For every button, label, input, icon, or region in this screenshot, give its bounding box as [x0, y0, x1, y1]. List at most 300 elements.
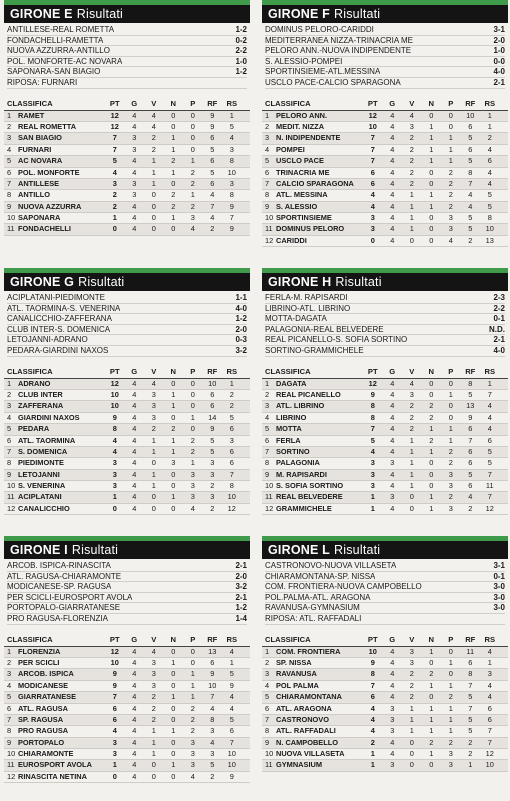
losses: 0	[190, 121, 195, 131]
position: 7	[265, 178, 270, 188]
team-name: REAL PICANELLO	[276, 389, 341, 399]
result-row	[7, 46, 247, 57]
goals-against: 4	[487, 412, 492, 422]
goals-against: 4	[229, 692, 234, 702]
points: 3	[112, 178, 117, 188]
match-name: REAL PICANELLO-S. SOFIA SORTINO	[265, 335, 408, 345]
position: 2	[265, 121, 270, 131]
played: 4	[132, 481, 137, 491]
goals-for: 6	[210, 178, 215, 188]
losses: 3	[190, 469, 195, 479]
goals-against: 4	[487, 680, 492, 690]
points: 9	[112, 669, 117, 679]
team-cell	[7, 379, 105, 389]
goals-for: 6	[210, 657, 215, 667]
points: 3	[112, 469, 117, 479]
losses: 0	[190, 646, 195, 656]
column-header: RS	[484, 634, 496, 644]
standings-row	[262, 749, 508, 760]
team-name: SP. RAGUSA	[18, 714, 64, 724]
wins: 0	[409, 749, 414, 759]
team-cell	[7, 111, 105, 121]
draws: 0	[171, 178, 176, 188]
team-name: GYMNASIUM	[276, 760, 322, 770]
draws: 1	[429, 424, 434, 434]
goals-against: 13	[485, 235, 494, 245]
wins: 2	[151, 714, 156, 724]
points: 3	[370, 481, 375, 491]
played: 4	[132, 680, 137, 690]
played: 4	[390, 156, 395, 166]
team-cell	[265, 749, 363, 759]
column-header: N	[428, 98, 434, 108]
draws: 1	[429, 144, 434, 154]
match-score: 1-2	[235, 25, 247, 34]
column-header: CLASSIFICA	[265, 366, 311, 376]
wins: 1	[151, 435, 156, 445]
played: 4	[390, 389, 395, 399]
position: 6	[7, 703, 12, 713]
team-name: CARIDDI	[276, 235, 307, 245]
standings-row	[4, 224, 250, 235]
team-cell	[7, 726, 105, 736]
team-cell	[265, 458, 363, 468]
goals-for: 6	[468, 458, 473, 468]
standings-row	[262, 715, 508, 726]
goals-for: 6	[468, 121, 473, 131]
points: 9	[112, 680, 117, 690]
goals-against: 4	[487, 646, 492, 656]
team-cell	[7, 481, 105, 491]
losses: 3	[190, 481, 195, 491]
goals-against: 9	[229, 771, 234, 781]
played: 4	[132, 458, 137, 468]
column-header: RS	[226, 634, 238, 644]
goals-for: 7	[468, 703, 473, 713]
losses: 4	[190, 771, 195, 781]
match-name: MOTTA-DAGATA	[265, 314, 327, 324]
draws: 1	[429, 503, 434, 513]
team-name: EUROSPORT AVOLA	[18, 760, 92, 770]
team-cell	[7, 145, 105, 155]
position: 4	[265, 412, 270, 422]
points: 3	[370, 469, 375, 479]
result-row	[265, 582, 505, 593]
goals-against: 6	[229, 424, 234, 434]
match-name: POL. MONFORTE-AC NOVARA	[7, 56, 123, 66]
wins: 2	[151, 144, 156, 154]
result-row	[265, 293, 505, 304]
losses: 0	[190, 133, 195, 143]
team-name: CLUB INTER	[18, 389, 63, 399]
standings-row	[4, 504, 250, 515]
team-name: RAMET	[18, 110, 45, 120]
goals-against: 9	[229, 224, 234, 234]
draws: 1	[429, 446, 434, 456]
played: 3	[390, 492, 395, 502]
team-name: S. DOMENICA	[18, 446, 68, 456]
points: 7	[112, 144, 117, 154]
played: 4	[132, 435, 137, 445]
goals-against: 10	[227, 167, 236, 177]
played: 4	[390, 737, 395, 747]
column-header: N	[170, 634, 176, 644]
wins: 0	[151, 213, 156, 223]
losses: 1	[190, 190, 195, 200]
team-cell	[265, 145, 363, 155]
goals-against: 4	[487, 401, 492, 411]
standings-row	[4, 749, 250, 760]
draws: 0	[171, 680, 176, 690]
goals-for: 2	[210, 771, 215, 781]
column-header: G	[131, 98, 138, 108]
team-cell	[7, 213, 105, 223]
team-name: FERLA	[276, 435, 301, 445]
standings-row	[4, 424, 250, 435]
team-name: SAN BIAGIO	[18, 133, 62, 143]
match-name: CHIARAMONTANA-SP. NISSA	[265, 571, 376, 581]
draws: 0	[171, 771, 176, 781]
team-name: MOTTA	[276, 424, 302, 434]
position: 11	[265, 492, 273, 502]
team-name: RINASCITA NETINA	[18, 771, 87, 781]
standings-row	[262, 156, 508, 167]
played: 4	[132, 760, 137, 770]
draws: 0	[171, 714, 176, 724]
match-score: 0-1	[493, 571, 505, 581]
played: 4	[132, 703, 137, 713]
match-name: DOMINUS PELORO-CARIDDI	[265, 25, 374, 34]
team-cell	[7, 202, 105, 212]
played: 3	[390, 458, 395, 468]
losses: 2	[448, 201, 453, 211]
column-header: CLASSIFICA	[7, 634, 53, 644]
result-row	[265, 46, 505, 57]
team-cell	[265, 492, 363, 502]
standings-row	[262, 190, 508, 201]
goals-for: 7	[468, 680, 473, 690]
team-name: NUOVA AZZURRA	[18, 201, 82, 211]
goals-for: 2	[210, 503, 215, 513]
team-name: S. VENERINA	[18, 481, 66, 491]
goals-against: 1	[487, 378, 492, 388]
points: 2	[370, 737, 375, 747]
losses: 1	[448, 714, 453, 724]
standings-row	[4, 190, 250, 201]
played: 3	[390, 714, 395, 724]
team-cell	[265, 436, 363, 446]
match-name: MODICANESE-SP. RAGUSA	[7, 582, 112, 592]
goals-for: 8	[468, 669, 473, 679]
team-name: CHIARAMONTE	[18, 749, 74, 759]
team-name: SAPONARA	[18, 213, 61, 223]
position: 1	[265, 110, 270, 120]
team-cell	[7, 715, 105, 725]
result-row	[265, 314, 505, 325]
draws: 1	[429, 190, 434, 200]
wins: 1	[409, 458, 414, 468]
results-list	[262, 23, 508, 89]
team-cell	[265, 390, 363, 400]
losses: 4	[190, 503, 195, 513]
wins: 3	[151, 657, 156, 667]
standings-row	[4, 133, 250, 144]
draws: 0	[429, 760, 434, 770]
goals-for: 3	[210, 469, 215, 479]
played: 4	[132, 424, 137, 434]
column-header: V	[151, 634, 157, 644]
played: 4	[390, 190, 395, 200]
match-score: 2-1	[235, 561, 247, 570]
team-name: REAL ROMETTA	[18, 121, 77, 131]
match-name: MEDITERRANEA NIZZA-TRINACRIA ME	[265, 35, 414, 45]
draws: 0	[429, 167, 434, 177]
losses: 0	[190, 378, 195, 388]
losses: 0	[448, 401, 453, 411]
points: 8	[370, 401, 375, 411]
goals-for: 5	[468, 714, 473, 724]
column-header: V	[409, 366, 415, 376]
group-header	[4, 5, 250, 23]
goals-for: 4	[210, 213, 215, 223]
goals-for: 6	[468, 657, 473, 667]
team-cell	[265, 681, 363, 691]
standings-row	[262, 145, 508, 156]
result-row	[265, 561, 505, 572]
goals-for: 3	[210, 749, 215, 759]
column-header: CLASSIFICA	[7, 366, 53, 376]
played: 3	[132, 190, 137, 200]
standings-row	[4, 692, 250, 703]
standings-table	[262, 647, 508, 772]
goals-against: 2	[229, 389, 234, 399]
goals-against: 8	[229, 190, 234, 200]
goals-for: 2	[210, 481, 215, 491]
losses: 3	[190, 760, 195, 770]
wins: 2	[409, 167, 414, 177]
column-header: N	[170, 98, 176, 108]
wins: 2	[151, 703, 156, 713]
goals-against: 1	[229, 110, 234, 120]
goals-against: 12	[485, 503, 494, 513]
team-name: N. INDIPENDENTE	[276, 133, 341, 143]
standings-row	[262, 447, 508, 458]
draws: 0	[171, 646, 176, 656]
column-header: G	[389, 366, 396, 376]
losses: 2	[190, 446, 195, 456]
goals-for: 1	[468, 760, 473, 770]
goals-against: 3	[229, 178, 234, 188]
position: 4	[7, 412, 12, 422]
goals-for: 5	[468, 133, 473, 143]
played: 4	[390, 680, 395, 690]
standings-table	[4, 379, 250, 516]
team-cell	[265, 647, 363, 657]
result-row	[7, 314, 247, 325]
match-score: 1-4	[235, 613, 247, 623]
standings-row	[4, 681, 250, 692]
points: 4	[112, 435, 117, 445]
draws: 0	[171, 669, 176, 679]
goals-against: 4	[229, 703, 234, 713]
played: 4	[390, 201, 395, 211]
losses: 3	[448, 469, 453, 479]
standings-row	[262, 669, 508, 680]
column-header: RS	[226, 366, 238, 376]
team-cell	[265, 133, 363, 143]
group-name: GIRONE L	[268, 543, 331, 557]
points: 3	[370, 458, 375, 468]
position: 4	[265, 680, 270, 690]
position: 3	[265, 133, 270, 143]
wins: 1	[409, 435, 414, 445]
standings-table	[4, 111, 250, 236]
wins: 1	[151, 481, 156, 491]
played: 3	[132, 178, 137, 188]
goals-against: 8	[229, 481, 234, 491]
position: 6	[7, 435, 12, 445]
results-list	[4, 23, 250, 89]
wins: 4	[151, 378, 156, 388]
group-i-panel	[4, 536, 250, 801]
played: 4	[390, 167, 395, 177]
played: 4	[390, 669, 395, 679]
standings-row	[4, 436, 250, 447]
position: 10	[265, 749, 274, 759]
draws: 2	[429, 435, 434, 445]
played: 3	[132, 133, 137, 143]
position: 3	[265, 401, 270, 411]
team-name: ZAFFERANA	[18, 401, 64, 411]
result-row	[7, 67, 247, 78]
result-row	[265, 57, 505, 68]
match-name: POL.PALMA-ATL. ARAGONA	[265, 592, 371, 602]
losses: 0	[448, 121, 453, 131]
standings-row	[262, 111, 508, 122]
standings-row	[4, 390, 250, 401]
standings-header	[4, 634, 250, 647]
wins: 0	[151, 760, 156, 770]
goals-for: 6	[210, 156, 215, 166]
goals-against: 6	[229, 446, 234, 456]
column-header: RF	[465, 366, 476, 376]
column-header: RF	[207, 634, 218, 644]
match-name: CANALICCHIO-ZAFFERANA	[7, 314, 112, 324]
draws: 0	[171, 110, 176, 120]
position: 3	[7, 401, 12, 411]
position: 3	[7, 669, 12, 679]
goals-for: 2	[468, 749, 473, 759]
standings-table	[262, 379, 508, 516]
column-header: N	[170, 366, 176, 376]
standings-row	[4, 704, 250, 715]
played: 4	[132, 167, 137, 177]
wins: 1	[409, 213, 414, 223]
results-list	[4, 559, 250, 625]
goals-against: 5	[229, 714, 234, 724]
standings-row	[262, 379, 508, 390]
points: 6	[370, 167, 375, 177]
standings-header	[262, 634, 508, 647]
goals-for: 5	[468, 692, 473, 702]
team-name: PER SCICLI	[18, 657, 60, 667]
wins: 2	[151, 424, 156, 434]
team-name: LIBRINO	[276, 412, 307, 422]
standings-row	[4, 726, 250, 737]
losses: 1	[190, 669, 195, 679]
draws: 2	[171, 201, 176, 211]
goals-for: 2	[210, 224, 215, 234]
losses: 2	[190, 167, 195, 177]
column-header: PT	[109, 634, 120, 644]
team-name: CALCIO SPARAGONA	[276, 178, 354, 188]
wins: 0	[151, 458, 156, 468]
team-name: FONDACHELLI	[18, 224, 71, 234]
draws: 0	[171, 737, 176, 747]
team-cell	[7, 772, 105, 782]
draws: 0	[171, 412, 176, 422]
goals-against: 5	[229, 412, 234, 422]
points: 7	[370, 424, 375, 434]
position: 1	[7, 378, 12, 388]
team-name: CHIARAMONTANA	[276, 692, 342, 702]
points: 10	[110, 401, 119, 411]
goals-against: 12	[227, 503, 236, 513]
standings-row	[4, 202, 250, 213]
points: 1	[370, 760, 375, 770]
points: 10	[368, 121, 377, 131]
match-score: 4-0	[493, 67, 505, 77]
draws: 1	[171, 760, 176, 770]
goals-against: 6	[487, 714, 492, 724]
column-header: PT	[367, 98, 378, 108]
team-cell	[7, 179, 105, 189]
losses: 2	[190, 435, 195, 445]
team-name: S. SOFIA SORTINO	[276, 481, 344, 491]
goals-for: 4	[468, 190, 473, 200]
losses: 3	[190, 213, 195, 223]
group-g-panel	[4, 268, 250, 533]
position: 8	[265, 190, 270, 200]
played: 4	[132, 224, 137, 234]
draws: 1	[429, 749, 434, 759]
standings-header	[4, 366, 250, 379]
goals-against: 1	[487, 121, 492, 131]
team-cell	[265, 760, 363, 770]
team-cell	[265, 168, 363, 178]
wins: 1	[151, 178, 156, 188]
draws: 0	[429, 178, 434, 188]
match-score: 4-0	[493, 345, 505, 355]
team-cell	[7, 401, 105, 411]
points: 5	[370, 435, 375, 445]
losses: 0	[448, 646, 453, 656]
column-header: RS	[484, 366, 496, 376]
team-name: DOMINUS PELORO	[276, 224, 345, 234]
team-name: SORTINO	[276, 446, 310, 456]
team-cell	[7, 168, 105, 178]
team-name: PORTOPALO	[18, 737, 65, 747]
standings-row	[262, 390, 508, 401]
match-name: ATL. RAGUSA-CHIARAMONTE	[7, 571, 122, 581]
played: 3	[390, 760, 395, 770]
position: 4	[7, 144, 12, 154]
team-name: POMPEI	[276, 144, 305, 154]
played: 4	[390, 401, 395, 411]
team-cell	[265, 379, 363, 389]
team-cell	[265, 715, 363, 725]
played: 4	[132, 213, 137, 223]
